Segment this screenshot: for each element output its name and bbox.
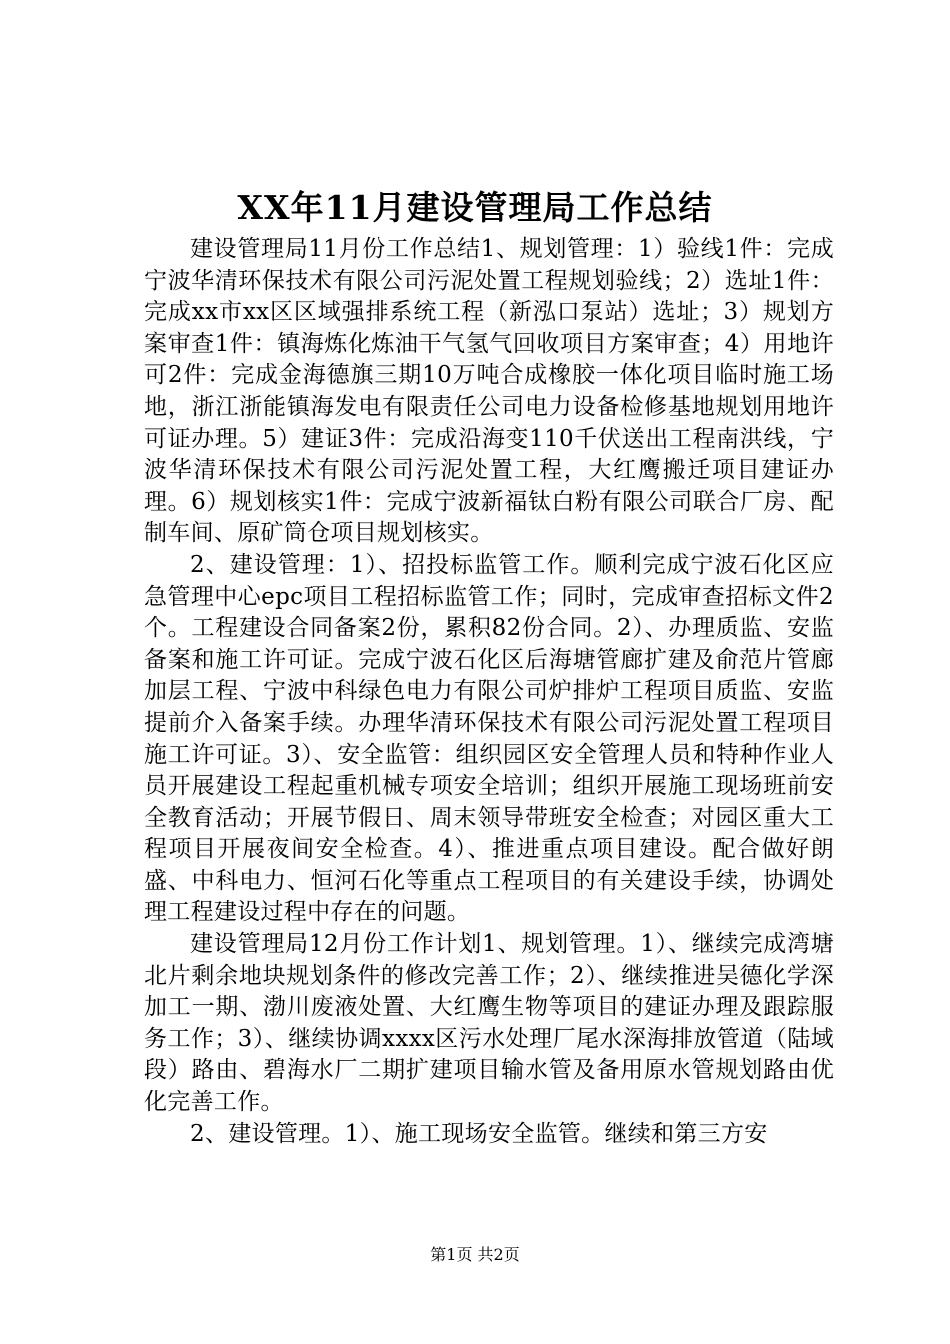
document-title: XX年11月建设管理局工作总结	[237, 188, 713, 227]
document-body	[144, 234, 834, 1150]
paragraph-december-construction: 2、建设管理。1）、施工现场安全监管。继续和第三方安	[190, 1120, 768, 1147]
page-number-footer: 第1页 共2页	[430, 1245, 520, 1264]
paragraph-december-planning: 建设管理局12月份工作计划1、规划管理。1）、继续完成湾塘北片剩余地块规划条件的修改完善工作；2）、继续推进吴德化学深加工一期、渤川废液处置、大红鹰生物等项目的建证办理及跟踪服务工作；3）、继续协调xxxx区污水处理厂尾水深海排放管道（陆域段）路由、碧海水厂二期扩建项目输水管及备用原水管规划路由优化完善工作。	[144, 931, 834, 1116]
paragraph-november-construction: 2、建设管理：1）、招投标监管工作。顺利完成宁波石化区应急管理中心epc项目工程招标监管工作；同时，完成审查招标文件2个。工程建设合同备案2份，累积82份合同。2）、办理质监、安监备案和施工许可证。完成宁波石化区后海塘管廊扩建及俞范片管廊加层工程、宁波中科绿色电力有限公司炉排炉工程项目质监、安监提前介入备案手续。办理华清环保技术有限公司污泥处置工程项目施工许可证。3）、安全监管：组织园区安全管理人员和特种作业人员开展建设工程起重机械专项安全培训；组织开展施工现场班前安全教育活动；开展节假日、周末领导带班安全检查；对园区重大工程项目开展夜间安全检查。4）、推进重点项目建设。配合做好朗盛、中科电力、恒河石化等重点工程项目的有关建设手续，协调处理工程建设过程中存在的问题。	[144, 551, 834, 926]
paragraph-november-planning: 建设管理局11月份工作总结1、规划管理：1）验线1件：完成宁波华清环保技术有限公司污泥处置工程规划验线；2）选址1件：完成xx市xx区区域强排系统工程（新泓口泵站）选址；3）规划方案审查1件：镇海炼化炼油干气氢气回收项目方案审查；4）用地许可2件：完成金海德旗三期10万吨合成橡胶一体化项目临时施工场地，浙江浙能镇海发电有限责任公司电力设备检修基地规划用地许可证办理。5）建证3件：完成沿海变110千伏送出工程南洪线，宁波华清环保技术有限公司污泥处置工程，大红鹰搬迁项目建证办理。6）规划核实1件：完成宁波新福钛白粉有限公司联合厂房、配制车间、原矿筒仓项目规划核实。	[144, 236, 834, 547]
